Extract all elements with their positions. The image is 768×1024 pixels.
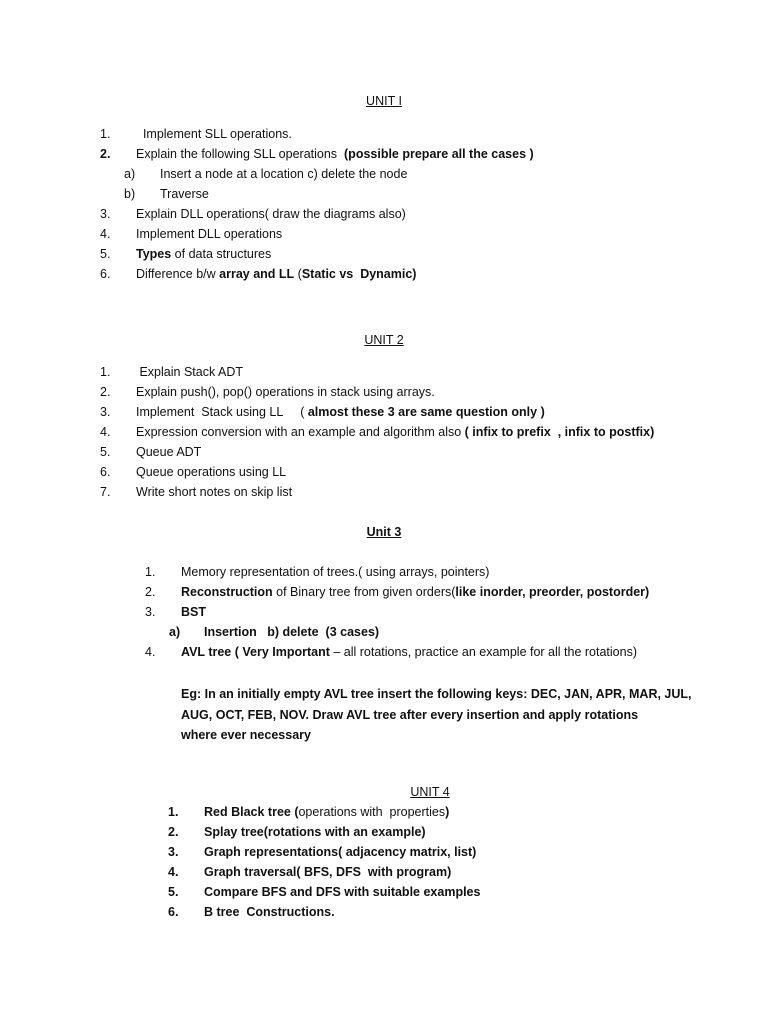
- text-run: Explain Stack ADT: [136, 365, 243, 379]
- list-item-text: [136, 404, 545, 420]
- list-item-number: 4.: [145, 645, 156, 659]
- list-item-number: 7.: [100, 485, 111, 499]
- text-run: Compare BFS and DFS with suitable examples: [204, 885, 481, 899]
- list-item-text: [204, 904, 335, 920]
- unit1-heading: UNIT I: [366, 94, 402, 108]
- list-item-number: 5.: [168, 885, 179, 899]
- text-run: Insertion b) delete (3 cases): [204, 625, 380, 639]
- text-run: Reconstruction: [181, 585, 273, 599]
- text-run: Explain push(), pop() operations in stack using arrays.: [136, 385, 435, 399]
- text-run: like inorder, preorder, postorder): [455, 585, 650, 599]
- list-item-number: 2.: [168, 825, 179, 839]
- text-run: Graph traversal( BFS, DFS with program): [204, 865, 452, 879]
- list-item-number: 3.: [100, 405, 111, 419]
- example-line: AUG, OCT, FEB, NOV. Draw AVL tree after every insertion and apply rotations: [181, 708, 639, 722]
- list-item-number: 1.: [168, 805, 179, 819]
- example-line: Eg: In an initially empty AVL tree insert the following keys: DEC, JAN, APR, MAR, JUL,: [181, 687, 692, 701]
- list-item-text: [136, 384, 435, 400]
- text-run: Implement SLL operations.: [136, 127, 292, 141]
- list-item-number: 2.: [100, 385, 111, 399]
- text-run: B tree Constructions.: [204, 905, 335, 919]
- list-item-text: [136, 484, 292, 500]
- text-run: operations with properties: [298, 805, 446, 819]
- list-item-number: 1.: [100, 127, 111, 141]
- list-item-number: 2.: [100, 147, 111, 161]
- text-run: Explain the following SLL operations: [136, 147, 345, 161]
- list-item-number: a): [124, 167, 136, 181]
- unit3-heading: Unit 3: [366, 525, 402, 539]
- list-item-text: [181, 584, 649, 600]
- text-run: ): [445, 805, 450, 819]
- text-run: Red Black tree (: [204, 805, 299, 819]
- list-item-number: 4.: [100, 425, 111, 439]
- text-run: Splay tree(rotations with an example): [204, 825, 426, 839]
- list-item-text: [204, 804, 449, 820]
- text-run: Explain DLL operations( draw the diagrams also): [136, 207, 406, 221]
- text-run: ( infix to prefix , infix to postfix): [464, 425, 655, 439]
- list-item-text: [181, 564, 489, 580]
- list-item-number: a): [169, 625, 181, 639]
- list-item-text: [181, 644, 637, 660]
- text-run: Implement Stack using LL (: [136, 405, 308, 419]
- text-run: array and LL: [219, 267, 295, 281]
- text-run: Queue operations using LL: [136, 465, 287, 479]
- text-run: of data structures: [171, 247, 272, 261]
- list-item-number: 4.: [168, 865, 179, 879]
- list-item-text: [136, 444, 201, 460]
- text-run: – all rotations, practice an example for all the rotations): [329, 645, 637, 659]
- text-run: Static vs Dynamic): [301, 267, 417, 281]
- text-run: BST: [181, 605, 206, 619]
- text-run: Insert a node at a location c) delete the node: [160, 167, 408, 181]
- list-item-number: 6.: [100, 465, 111, 479]
- list-item-text: [136, 424, 654, 440]
- list-item-number: 5.: [100, 445, 111, 459]
- text-run: (: [294, 267, 302, 281]
- list-item-text: [160, 166, 407, 182]
- text-run: Memory representation of trees.( using arrays, pointers): [181, 565, 490, 579]
- list-item-number: 1.: [100, 365, 111, 379]
- text-run: almost these 3 are same question only ): [307, 405, 545, 419]
- list-item-number: 4.: [100, 227, 111, 241]
- text-run: of Binary tree from given orders(: [272, 585, 456, 599]
- text-run: AVL tree ( Very Important: [181, 645, 330, 659]
- list-item-number: 6.: [168, 905, 179, 919]
- list-item-text: [204, 624, 379, 640]
- list-item-text: [136, 226, 282, 242]
- list-item-text: [204, 824, 426, 840]
- list-item-number: 6.: [100, 267, 111, 281]
- list-item-text: [181, 604, 206, 620]
- list-item-number: 2.: [145, 585, 156, 599]
- list-item-number: 5.: [100, 247, 111, 261]
- list-item-number: 1.: [145, 565, 156, 579]
- text-run: Queue ADT: [136, 445, 202, 459]
- text-run: Expression conversion with an example and algorithm also: [136, 425, 465, 439]
- list-item-text: [204, 884, 480, 900]
- unit4-heading: UNIT 4: [410, 785, 450, 799]
- list-item-text: [136, 246, 271, 262]
- list-item-text: [204, 844, 476, 860]
- list-item-text: [136, 126, 292, 142]
- list-item-text: [136, 464, 286, 480]
- text-run: Implement DLL operations: [136, 227, 283, 241]
- list-item-text: [136, 206, 406, 222]
- list-item-text: [204, 864, 451, 880]
- text-run: (possible prepare all the cases ): [344, 147, 534, 161]
- example-line: where ever necessary: [181, 728, 311, 742]
- list-item-number: 3.: [100, 207, 111, 221]
- text-run: Traverse: [160, 187, 209, 201]
- unit2-heading: UNIT 2: [364, 333, 404, 347]
- text-run: Types: [136, 247, 172, 261]
- text-run: Write short notes on skip list: [136, 485, 293, 499]
- list-item-text: [160, 186, 209, 202]
- list-item-text: [136, 364, 243, 380]
- list-item-number: 3.: [145, 605, 156, 619]
- list-item-number: b): [124, 187, 136, 201]
- list-item-number: 3.: [168, 845, 179, 859]
- list-item-text: [136, 146, 534, 162]
- list-item-text: [136, 266, 416, 282]
- text-run: Graph representations( adjacency matrix, list): [204, 845, 477, 859]
- text-run: Difference b/w: [136, 267, 220, 281]
